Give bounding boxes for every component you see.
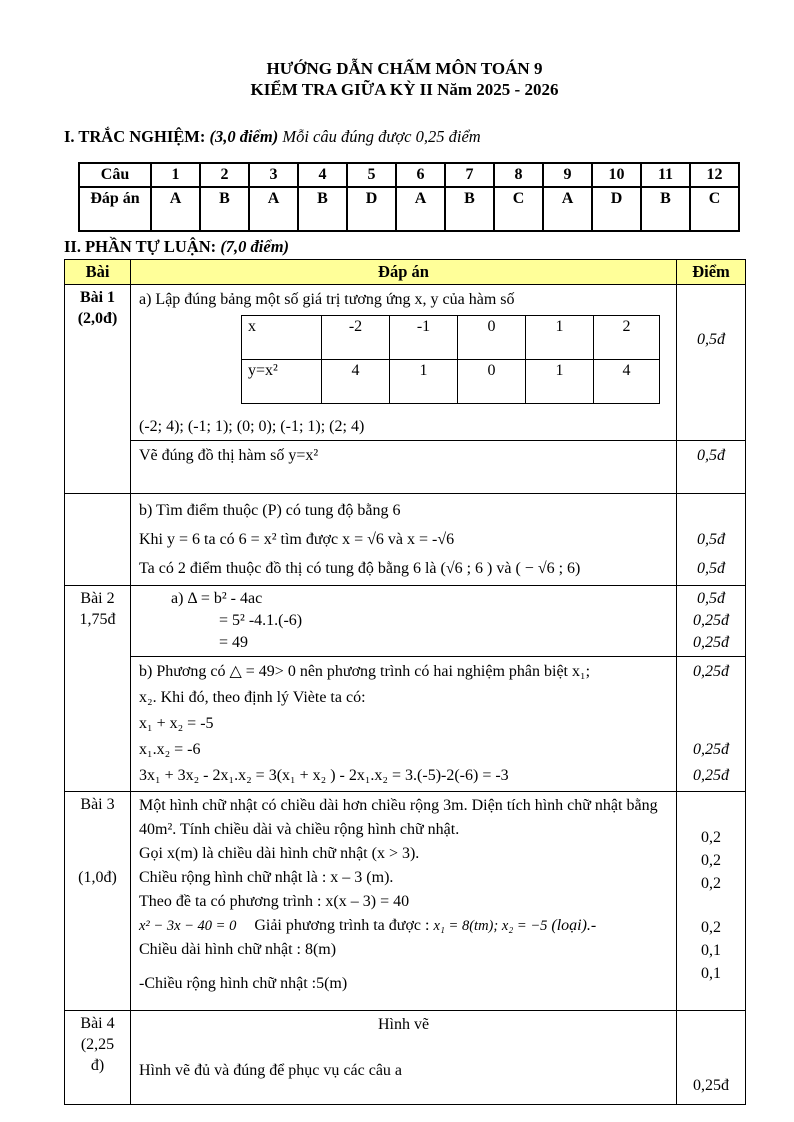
bai1b-label-cell (65, 494, 131, 586)
bai4-label-line1: Bài 4 (80, 1015, 115, 1032)
mc-question-number: 3 (249, 163, 298, 187)
header-col-dapan: Đáp án (131, 260, 677, 285)
mc-answer-row-label: Đáp án (79, 187, 151, 231)
bai2a-line2: = 5² -4.1.(-6) (219, 612, 303, 629)
mc-answer: D (347, 187, 396, 231)
value-y-label: y=x² (242, 360, 322, 404)
bai3-line4: Theo đề ta có phương trình : x(x – 3) = 40 (139, 893, 410, 910)
bai4-point-cell (677, 1011, 746, 1105)
bai4-label-cell (65, 1011, 131, 1105)
bai3-point: 0,2 (701, 829, 721, 846)
bai3-point: 0,2 (701, 875, 721, 892)
mc-question-number: 7 (445, 163, 494, 187)
bai1-label-line1: Bài 1 (79, 289, 116, 306)
bai2a-point-cell (677, 586, 746, 657)
essay-answer-table (64, 259, 746, 1105)
bai1a-point: 0,5đ (697, 331, 725, 348)
bai4-row (65, 1011, 746, 1105)
bai3-label-cell (65, 792, 131, 1011)
bai1b-line3: Ta có 2 điểm thuộc đồ thị có tung độ bằng 6 là (√6 ; 6 ) và ( − √6 ; 6) (139, 560, 581, 577)
bai3-point: 0,2 (701, 852, 721, 869)
section2-heading (64, 237, 745, 257)
bai3-equation-tail: (loại).- (551, 917, 597, 934)
mc-question-number: 4 (298, 163, 347, 187)
value-x-label: x (242, 316, 322, 360)
bai2b-line5: 3x₁ + 3x₂ - 2x₁.x₂ = 3(x₁ + x₂ ) - 2x₁.x₂ = 3.(-5)-2(-6) = -3 (139, 767, 509, 784)
section1-heading-label: I. TRẮC NGHIỆM: (64, 127, 206, 146)
mc-question-number: 6 (396, 163, 445, 187)
value-table-y-row (242, 360, 660, 404)
section1-heading-points: (3,0 điểm) (209, 127, 279, 146)
value-y: 4 (322, 360, 390, 404)
bai3-row (65, 792, 746, 1011)
bai3-line6: Chiều dài hình chữ nhật : 8(m) (139, 941, 337, 958)
bai2-label-line1: Bài 2 (80, 590, 115, 607)
bai2a-line3: = 49 (219, 634, 249, 651)
document-title (64, 58, 745, 100)
bai1-row-a (65, 285, 746, 441)
bai1a-coordinate-pairs: (-2; 4); (-1; 1); (0; 0); (-1; 1); (2; 4) (139, 418, 365, 435)
bai3-point-spacer (685, 895, 737, 916)
bai2b-point-spacer (685, 711, 737, 737)
bai3-problem: Một hình chữ nhật có chiều dài hơn chiều rộng 3m. Diện tích hình chữ nhật bằng 40m². Tính chiều dài và chiều rộng hình chữ nhật. (139, 797, 658, 838)
mc-question-number: 12 (690, 163, 739, 187)
bai4-line: Hình vẽ đủ và đúng để phục vụ các câu a (139, 1062, 403, 1079)
bai2b-answer-cell (131, 657, 677, 792)
bai1b-answer-cell (131, 494, 677, 586)
bai4-label-line2: (2,25 (80, 1036, 115, 1053)
mc-answer: A (543, 187, 592, 231)
mc-question-number: 5 (347, 163, 396, 187)
bai4-figure-caption: Hình vẽ (377, 1016, 430, 1033)
bai1-graph-line: Vẽ đúng đồ thị hàm số y=x² (139, 447, 319, 464)
value-x: -1 (390, 316, 458, 360)
multiple-choice-answer-table (78, 162, 740, 232)
bai3-equation-mid: Giải phương trình ta được : (254, 917, 430, 934)
bai2a-point2: 0,25đ (693, 612, 729, 629)
value-x: 0 (458, 316, 526, 360)
essay-table-header-row (65, 260, 746, 285)
bai2b-point3: 0,25đ (693, 767, 729, 784)
mc-answer: B (200, 187, 249, 231)
bai1a-answer-cell (131, 285, 677, 441)
bai2b-point-cell (677, 657, 746, 792)
bai3-label-line2: (1,0đ) (78, 869, 117, 886)
bai1-label-cell (65, 285, 131, 494)
bai2a-point3: 0,25đ (693, 634, 729, 651)
bai2b-line3: x₁ + x₂ = -5 (139, 715, 214, 732)
bai4-point: 0,25đ (693, 1077, 729, 1094)
section1-heading (64, 127, 745, 147)
value-y: 0 (458, 360, 526, 404)
bai3-equation-line (139, 914, 668, 938)
mc-question-number: 11 (641, 163, 690, 187)
section2-heading-points: (7,0 điểm) (220, 237, 290, 256)
mc-question-number: 2 (200, 163, 249, 187)
bai2b-point1: 0,25đ (693, 663, 729, 680)
bai1-graph-point-cell (677, 441, 746, 494)
value-x: -2 (322, 316, 390, 360)
bai3-point: 0,1 (701, 965, 721, 982)
bai1-row-graph (65, 441, 746, 494)
bai1-graph-answer-cell (131, 441, 677, 494)
bai2a-point1: 0,5đ (697, 590, 725, 607)
bai2-label-line2: 1,75đ (79, 611, 116, 628)
bai2-label-cell (65, 586, 131, 792)
bai2b-line2: x₂. Khi đó, theo định lý Viète ta có: (139, 689, 366, 706)
bai1-row-b (65, 494, 746, 586)
mc-answer: B (445, 187, 494, 231)
bai1b-point-cell (677, 494, 746, 586)
mc-answer: B (641, 187, 690, 231)
bai1b-line2: Khi y = 6 ta có 6 = x² tìm được x = √6 và x = -√6 (139, 531, 455, 548)
value-table-x-row (242, 316, 660, 360)
bai1a-intro: a) Lập đúng bảng một số giá trị tương ứng x, y của hàm số (139, 291, 515, 308)
title-line-1: HƯỚNG DẪN CHẤM MÔN TOÁN 9 (266, 59, 543, 78)
bai1-graph-point: 0,5đ (697, 447, 725, 464)
bai1b-line1: b) Tìm điểm thuộc (P) có tung độ bằng 6 (139, 502, 401, 519)
bai3-answer-cell (131, 792, 677, 1011)
mc-answer: A (249, 187, 298, 231)
value-y: 1 (526, 360, 594, 404)
bai2a-line1: a) Δ = b² - 4ac (171, 590, 263, 607)
value-y: 1 (390, 360, 458, 404)
bai3-line7: -Chiều rộng hình chữ nhật :5(m) (139, 975, 348, 992)
bai3-point: 0,1 (701, 942, 721, 959)
bai3-line2: Gọi x(m) là chiều dài hình chữ nhật (x > 3). (139, 845, 420, 862)
bai1b-point2: 0,5đ (697, 560, 725, 577)
mc-question-number: 9 (543, 163, 592, 187)
mc-question-number: 1 (151, 163, 200, 187)
bai1a-point-cell (677, 285, 746, 441)
mc-answer: B (298, 187, 347, 231)
bai2b-point2: 0,25đ (693, 741, 729, 758)
header-col-diem: Điểm (677, 260, 746, 285)
bai2a-answer-cell (131, 586, 677, 657)
mc-answer: C (494, 187, 543, 231)
section2-heading-label: II. PHẦN TỰ LUẬN: (64, 237, 217, 256)
mc-answer: A (396, 187, 445, 231)
bai2-row-b (65, 657, 746, 792)
header-col-bai: Bài (65, 260, 131, 285)
bai4-label-line3: đ) (90, 1057, 105, 1074)
mc-question-number: 10 (592, 163, 641, 187)
bai1b-point1: 0,5đ (697, 531, 725, 548)
value-x: 1 (526, 316, 594, 360)
section1-heading-note: Mỗi câu đúng được 0,25 điểm (282, 127, 481, 146)
mc-answer-row (79, 187, 739, 231)
bai2b-line1: b) Phương có △ = 49> 0 nên phương trình có hai nghiệm phân biệt x₁; (139, 663, 591, 680)
bai1-label-line2: (2,0đ) (77, 310, 118, 327)
value-y: 4 (594, 360, 660, 404)
bai2b-point-spacer (685, 685, 737, 711)
bai4-answer-cell (131, 1011, 677, 1105)
mc-answer: A (151, 187, 200, 231)
mc-answer: D (592, 187, 641, 231)
mc-question-row-label: Câu (79, 163, 151, 187)
bai3-point-cell (677, 792, 746, 1011)
title-line-2: KIỂM TRA GIỮA KỲ II Năm 2025 - 2026 (250, 80, 559, 99)
bai2b-line4: x₁.x₂ = -6 (139, 741, 201, 758)
mc-question-row (79, 163, 739, 187)
bai3-label-line1: Bài 3 (80, 796, 115, 813)
bai3-equation: x² − 3x − 40 = 0 (139, 918, 237, 934)
value-x: 2 (594, 316, 660, 360)
bai1b-point-spacer (685, 496, 737, 525)
mc-question-number: 8 (494, 163, 543, 187)
mc-answer: C (690, 187, 739, 231)
bai3-line3: Chiều rộng hình chữ nhật là : x – 3 (m). (139, 869, 394, 886)
bai3-equation-roots: x₁ = 8(tm); x₂ = −5 (433, 918, 548, 934)
bai3-point: 0,2 (701, 919, 721, 936)
bai2-row-a (65, 586, 746, 657)
bai1a-value-table (241, 315, 660, 404)
